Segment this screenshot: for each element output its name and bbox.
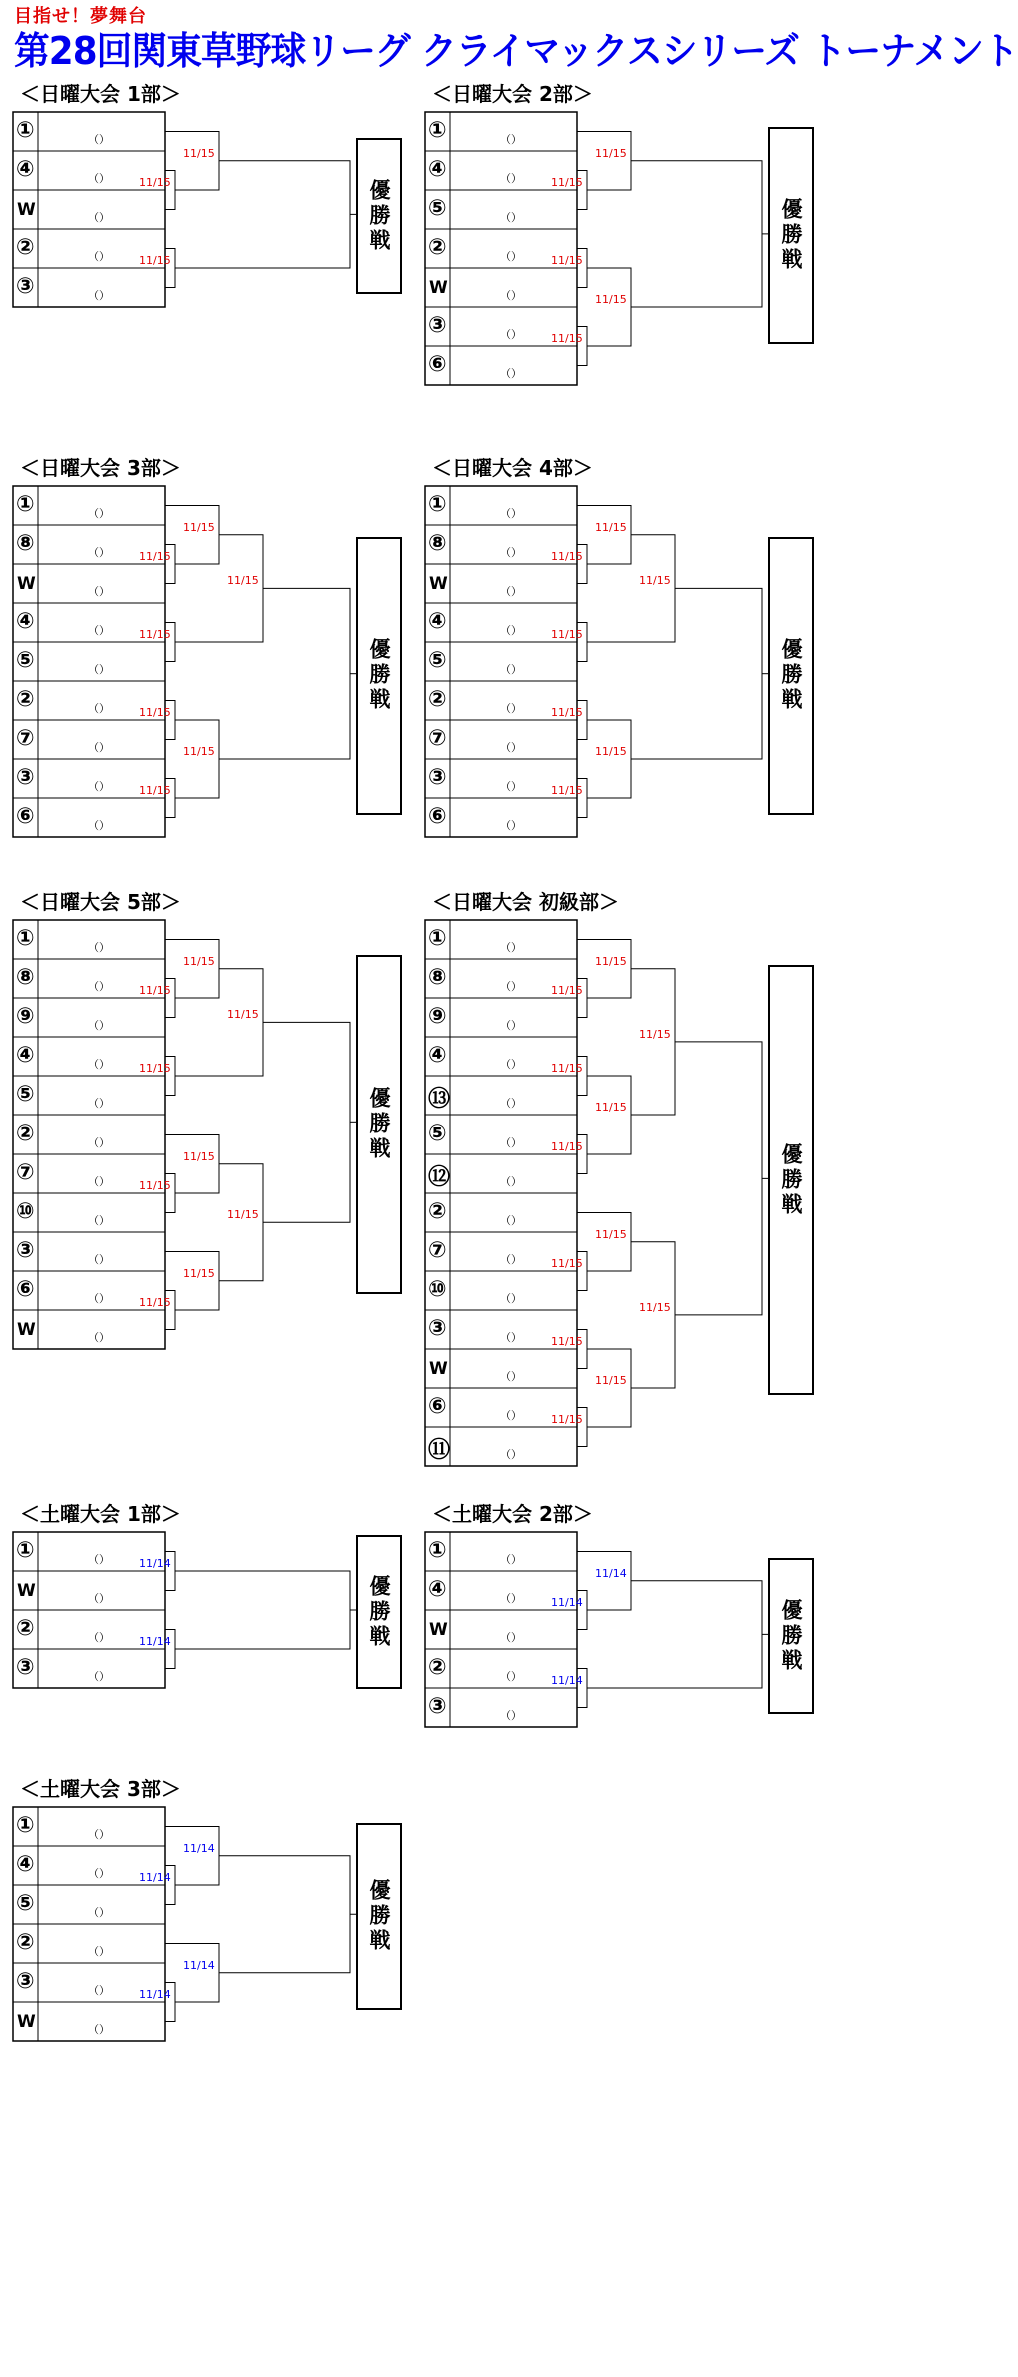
match-date: 11/15 [551,984,583,997]
team-name-slot: （） [500,741,522,754]
seed-label: ② [428,1655,447,1680]
seed-label: ② [428,1199,447,1224]
team-name-slot: （） [500,328,522,341]
match-date: 11/15 [183,1149,215,1163]
final-match-box [356,537,402,815]
team-name-slot: （） [88,1631,110,1644]
team-name-slot: （） [500,367,522,380]
final-match-box [768,1558,814,1714]
team-name-slot: （） [88,1945,110,1958]
match-date: 11/15 [551,1335,583,1348]
seed-label: W [17,2012,36,2032]
team-name-slot: （） [500,702,522,715]
match-date: 11/15 [139,984,171,997]
team-name-slot: （） [500,1553,522,1566]
seed-label: ⑦ [428,1238,447,1263]
seed-label: ② [16,235,35,260]
match-date: 11/15 [551,706,583,719]
team-name-slot: （） [88,211,110,224]
bracket-lines [12,1502,412,1698]
team-name-slot: （） [88,980,110,993]
bracket-title: ＜土曜大会 1部＞ [20,1502,181,1526]
team-name-slot: （） [88,1175,110,1188]
match-date: 11/15 [183,146,215,160]
match-date: 11/15 [595,146,627,160]
bracket-lines [12,1777,412,2051]
seed-label: ③ [16,1238,35,1263]
team-name-slot: （） [88,941,110,954]
team-name-slot: （） [88,1019,110,1032]
final-match-box [356,1535,402,1689]
final-label: 優勝戦 [367,1574,391,1650]
seed-label: W [17,574,36,594]
seed-label: ③ [428,765,447,790]
team-name-slot: （） [500,780,522,793]
match-date: 11/15 [551,1413,583,1426]
team-name-slot: （） [500,1709,522,1722]
seed-label: ① [16,926,35,951]
match-date: 11/15 [551,784,583,797]
seed-label: ③ [428,1694,447,1719]
team-name-slot: （） [500,1331,522,1344]
team-name-slot: （） [88,585,110,598]
seed-label: ① [16,1813,35,1838]
team-name-slot: （） [88,624,110,637]
team-name-slot: （） [88,1331,110,1344]
team-name-slot: （） [88,1097,110,1110]
seed-label: ⑤ [16,1891,35,1916]
match-date: 11/14 [595,1566,627,1580]
seed-label: ⑤ [16,1082,35,1107]
team-name-slot: （） [500,1097,522,1110]
match-date: 11/15 [139,1062,171,1075]
match-date: 11/15 [639,1300,671,1314]
team-name-slot: （） [500,1136,522,1149]
seed-label: W [429,1620,448,1640]
final-label: 優勝戦 [779,1142,803,1218]
match-date: 11/15 [595,293,627,306]
bracket-lines [424,456,824,847]
team-name-slot: （） [500,172,522,185]
match-date: 11/14 [183,1841,215,1855]
team-name-slot: （） [500,1409,522,1422]
match-date: 11/15 [595,1101,627,1114]
final-match-box [356,138,402,294]
bracket-lines [424,890,824,1476]
seed-label: ⑦ [16,1160,35,1185]
team-name-slot: （） [500,1058,522,1071]
team-name-slot: （） [500,1670,522,1683]
match-date: 11/15 [595,954,627,968]
seed-label: ⑥ [428,1394,447,1419]
team-name-slot: （） [88,1214,110,1227]
team-name-slot: （） [500,1214,522,1227]
team-name-slot: （） [88,1867,110,1880]
team-name-slot: （） [88,1292,110,1305]
seed-label: ⑫ [428,1165,451,1190]
bracket-title: ＜土曜大会 2部＞ [432,1502,593,1526]
team-name-slot: （） [500,1175,522,1188]
seed-label: ⑩ [16,1199,35,1224]
final-label: 優勝戦 [779,198,803,274]
seed-label: ② [16,1616,35,1641]
seed-label: ③ [16,274,35,299]
seed-label: ⑪ [428,1438,451,1463]
match-date: 11/15 [551,628,583,641]
team-name-slot: （） [500,941,522,954]
match-date: 11/15 [639,574,671,588]
seed-label: ⑤ [428,648,447,673]
seed-label: W [17,200,36,220]
match-date: 11/15 [551,332,583,345]
seed-label: ① [16,118,35,143]
team-name-slot: （） [500,980,522,993]
seed-label: ④ [16,609,35,634]
final-match-box [768,537,814,815]
seed-label: ② [16,687,35,712]
match-date: 11/15 [639,1027,671,1041]
bracket-lines [12,82,412,317]
seed-label: ② [16,1121,35,1146]
seed-label: ② [428,235,447,260]
team-name-slot: （） [88,1592,110,1605]
seed-label: ① [16,1538,35,1563]
match-date: 11/15 [183,520,215,534]
seed-label: ① [16,492,35,517]
bracket-lines [424,82,824,395]
match-date: 11/15 [551,1140,583,1153]
seed-label: ⑧ [428,531,447,556]
seed-label: ⑤ [16,648,35,673]
team-name-slot: （） [88,546,110,559]
seed-label: ⑧ [16,531,35,556]
match-date: 11/14 [551,1674,583,1687]
team-name-slot: （） [88,289,110,302]
team-name-slot: （） [88,1670,110,1683]
match-date: 11/15 [551,1062,583,1075]
match-date: 11/15 [595,520,627,534]
seed-label: ⑧ [428,965,447,990]
final-match-box [768,127,814,344]
match-date: 11/14 [139,1988,171,2001]
team-name-slot: （） [88,507,110,520]
seed-label: ⑤ [428,1121,447,1146]
seed-label: ③ [16,1969,35,1994]
seed-label: W [429,574,448,594]
final-label: 優勝戦 [367,1878,391,1954]
match-date: 11/15 [139,550,171,563]
seed-label: ④ [16,157,35,182]
team-name-slot: （） [88,1828,110,1841]
page-title: 第28回関東草野球リーグ クライマックスシリーズ トーナメント [14,29,1018,73]
team-name-slot: （） [500,1631,522,1644]
team-name-slot: （） [88,1984,110,1997]
match-date: 11/15 [139,1296,171,1309]
final-match-box [356,955,402,1294]
seed-label: ④ [428,157,447,182]
match-date: 11/15 [551,176,583,189]
bracket [424,1502,824,2102]
match-date: 11/15 [551,550,583,563]
seed-label: ③ [428,313,447,338]
seed-label: ① [428,492,447,517]
team-name-slot: （） [88,663,110,676]
seed-label: ⑥ [428,804,447,829]
match-date: 11/15 [595,745,627,758]
bracket-title: ＜日曜大会 5部＞ [20,890,181,914]
seed-label: ② [16,1930,35,1955]
team-name-slot: （） [88,1906,110,1919]
match-date: 11/15 [227,1208,259,1222]
bracket [424,890,824,1490]
seed-label: ⑦ [428,726,447,751]
seed-label: ③ [16,765,35,790]
match-date: 11/15 [551,254,583,267]
bracket-title: ＜日曜大会 4部＞ [432,456,593,480]
team-name-slot: （） [500,250,522,263]
seed-label: W [17,1581,36,1601]
bracket-lines [424,1502,824,1737]
seed-label: ⑧ [16,965,35,990]
team-name-slot: （） [88,133,110,146]
seed-label: ⑬ [428,1087,451,1112]
bracket-lines [12,456,412,847]
match-date: 11/15 [595,1227,627,1241]
match-date: 11/15 [227,1008,259,1022]
team-name-slot: （） [88,780,110,793]
team-name-slot: （） [88,1136,110,1149]
team-name-slot: （） [500,624,522,637]
match-date: 11/15 [183,745,215,758]
seed-label: ⑥ [16,804,35,829]
bracket-title: ＜土曜大会 3部＞ [20,1777,181,1801]
seed-label: ⑨ [16,1004,35,1029]
team-name-slot: （） [500,1370,522,1383]
team-name-slot: （） [88,1553,110,1566]
team-name-slot: （） [88,2023,110,2036]
final-label: 優勝戦 [779,1598,803,1674]
team-name-slot: （） [500,819,522,832]
bracket-title: ＜日曜大会 2部＞ [432,82,593,106]
team-name-slot: （） [88,819,110,832]
team-name-slot: （） [500,1292,522,1305]
final-label: 優勝戦 [367,178,391,254]
seed-label: ③ [16,1655,35,1680]
seed-label: ④ [16,1852,35,1877]
match-date: 11/14 [183,1958,215,1972]
match-date: 11/15 [139,254,171,267]
match-date: 11/15 [139,1179,171,1192]
bracket [12,890,412,1490]
seed-label: ⑩ [428,1277,447,1302]
team-name-slot: （） [88,702,110,715]
team-name-slot: （） [500,289,522,302]
team-name-slot: （） [88,741,110,754]
match-date: 11/15 [139,706,171,719]
match-date: 11/15 [183,1266,215,1280]
subtitle: 目指せ！夢舞台 [14,6,147,27]
match-date: 11/15 [595,1374,627,1387]
seed-label: ① [428,926,447,951]
team-name-slot: （） [500,1019,522,1032]
seed-label: ③ [428,1316,447,1341]
team-name-slot: （） [500,1253,522,1266]
team-name-slot: （） [500,585,522,598]
team-name-slot: （） [500,507,522,520]
final-match-box [768,965,814,1395]
match-date: 11/15 [139,176,171,189]
final-label: 優勝戦 [779,638,803,714]
seed-label: W [429,278,448,298]
final-label: 優勝戦 [367,638,391,714]
team-name-slot: （） [88,1058,110,1071]
match-date: 11/14 [139,1557,171,1570]
seed-label: ⑥ [428,352,447,377]
seed-label: ⑨ [428,1004,447,1029]
bracket [12,1777,412,2377]
team-name-slot: （） [88,172,110,185]
match-date: 11/15 [139,784,171,797]
team-name-slot: （） [500,663,522,676]
team-name-slot: （） [88,1253,110,1266]
team-name-slot: （） [500,211,522,224]
match-date: 11/14 [139,1871,171,1884]
bracket-title: ＜日曜大会 1部＞ [20,82,181,106]
match-date: 11/15 [183,954,215,968]
match-date: 11/15 [551,1257,583,1270]
match-date: 11/15 [227,574,259,588]
seed-label: ① [428,1538,447,1563]
seed-label: ⑦ [16,726,35,751]
final-match-box [356,1823,402,2010]
match-date: 11/14 [139,1635,171,1648]
bracket-title: ＜日曜大会 3部＞ [20,456,181,480]
bracket-title: ＜日曜大会 初級部＞ [432,890,619,914]
seed-label: ① [428,118,447,143]
seed-label: ④ [16,1043,35,1068]
match-date: 11/15 [139,628,171,641]
seed-label: ④ [428,609,447,634]
team-name-slot: （） [500,1592,522,1605]
seed-label: ④ [428,1577,447,1602]
final-label: 優勝戦 [367,1086,391,1162]
team-name-slot: （） [88,250,110,263]
seed-label: ⑥ [16,1277,35,1302]
seed-label: ⑤ [428,196,447,221]
match-date: 11/14 [551,1596,583,1609]
seed-label: ④ [428,1043,447,1068]
team-name-slot: （） [500,546,522,559]
seed-label: W [17,1320,36,1340]
seed-label: W [429,1359,448,1379]
team-name-slot: （） [500,133,522,146]
team-name-slot: （） [500,1448,522,1461]
seed-label: ② [428,687,447,712]
